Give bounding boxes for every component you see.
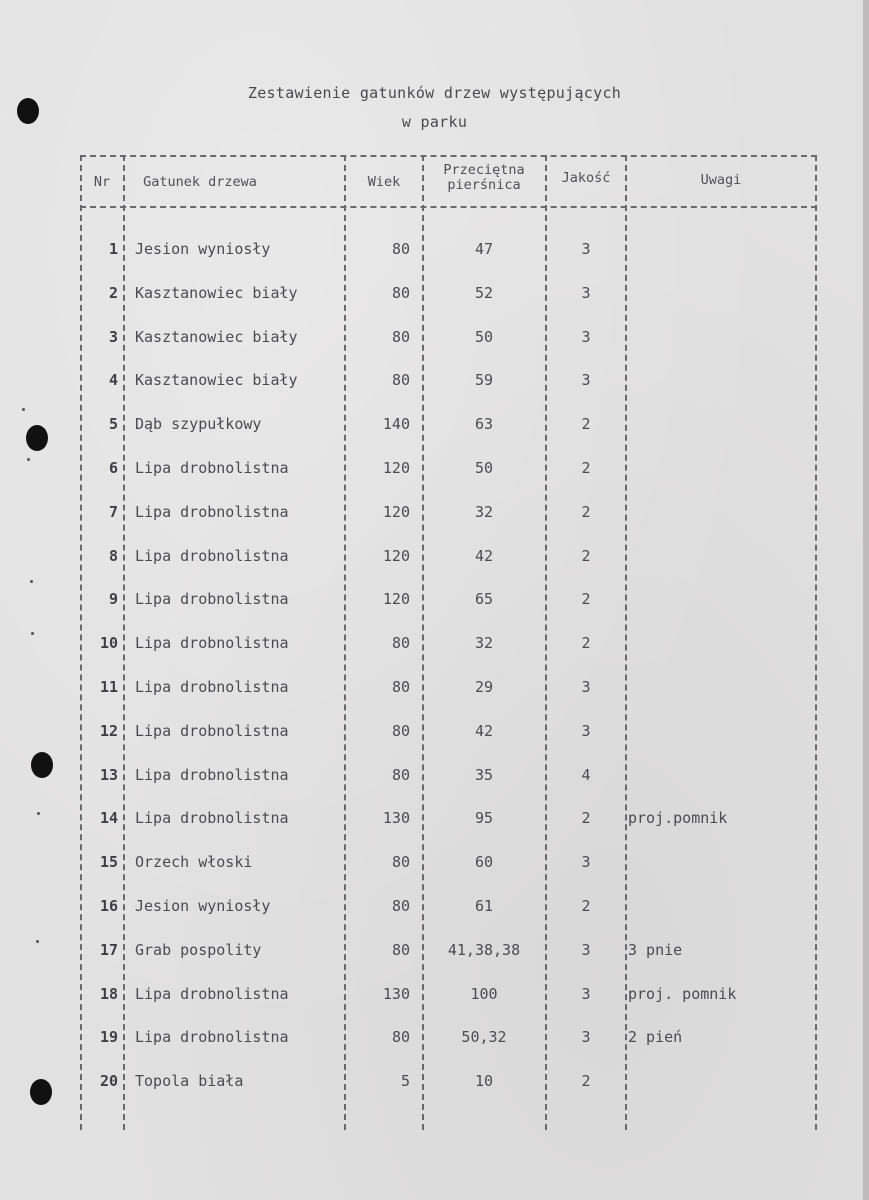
cell-age: 80: [391, 240, 410, 258]
col-rule: [815, 155, 817, 1130]
cell-species: Lipa drobnolistna: [135, 809, 289, 828]
header-circumference-line2: pierśnica: [447, 177, 521, 193]
ink-dot: [27, 458, 30, 461]
cell-nr: 7: [108, 502, 118, 521]
punch-hole: [26, 425, 48, 451]
cell-circumference: 50,32: [461, 1028, 507, 1047]
cell-quality: 2: [581, 897, 591, 915]
table-top-rule: [80, 155, 817, 157]
cell-species: Kasztanowiec biały: [135, 371, 298, 390]
cell-age: 80: [391, 765, 410, 784]
cell-quality: 2: [581, 459, 591, 477]
cell-quality: 3: [581, 283, 591, 302]
cell-species: Orzech włoski: [135, 853, 253, 872]
cell-species: Lipa drobnolistna: [135, 590, 289, 609]
cell-species: Topola biała: [135, 1072, 244, 1091]
cell-nr: 15: [99, 853, 118, 872]
cell-circumference: 52: [474, 283, 494, 302]
cell-age: 140: [382, 415, 410, 434]
cell-species: Lipa drobnolistna: [135, 721, 289, 740]
cell-species: Lipa drobnolistna: [135, 502, 289, 521]
cell-age: 5: [400, 1072, 410, 1091]
cell-age: 80: [391, 1028, 410, 1047]
header-bottom-rule: [80, 206, 817, 208]
cell-species: Lipa drobnolistna: [135, 634, 289, 653]
cell-quality: 3: [581, 721, 591, 740]
col-rule: [123, 155, 125, 1130]
cell-species: Lipa drobnolistna: [135, 546, 289, 565]
cell-age: 120: [382, 590, 410, 609]
cell-circumference: 61: [474, 897, 494, 915]
cell-notes: proj.pomnik: [628, 809, 728, 828]
cell-circumference: 63: [474, 415, 494, 434]
cell-circumference: 32: [474, 634, 494, 653]
document-title: Zestawienie gatunków drzew występujących: [247, 84, 622, 102]
header-age: Wiek: [367, 174, 401, 190]
header-quality: Jakość: [561, 170, 611, 186]
cell-circumference: 60: [474, 853, 494, 872]
ink-dot: [30, 580, 33, 583]
ink-dot: [37, 812, 40, 815]
col-rule: [625, 155, 627, 1130]
cell-quality: 3: [581, 678, 591, 696]
cell-nr: 1: [108, 240, 118, 258]
cell-age: 120: [382, 502, 410, 521]
cell-age: 80: [391, 327, 410, 346]
cell-age: 80: [391, 678, 410, 696]
cell-notes: 2 pień: [628, 1028, 683, 1047]
cell-species: Lipa drobnolistna: [135, 984, 289, 1003]
cell-species: Dąb szypułkowy: [135, 415, 262, 434]
cell-nr: 8: [108, 546, 118, 565]
cell-age: 120: [382, 546, 410, 565]
cell-nr: 19: [99, 1028, 118, 1047]
cell-quality: 2: [581, 415, 591, 434]
cell-quality: 4: [581, 765, 591, 784]
cell-age: 80: [391, 940, 410, 959]
cell-circumference: 10: [474, 1072, 494, 1091]
cell-quality: 3: [581, 371, 591, 390]
cell-quality: 2: [581, 546, 591, 565]
cell-circumference: 41,38,38: [447, 940, 521, 959]
cell-quality: 3: [581, 240, 591, 258]
cell-quality: 2: [581, 502, 591, 521]
species-table: [80, 155, 817, 1130]
cell-nr: 12: [99, 721, 118, 740]
cell-species: Kasztanowiec biały: [135, 283, 298, 302]
cell-age: 130: [382, 809, 410, 828]
document-subtitle: w parku: [401, 113, 468, 131]
header-circumference: [424, 163, 544, 193]
cell-nr: 11: [99, 678, 118, 696]
cell-age: 80: [391, 897, 410, 915]
cell-quality: 3: [581, 1028, 591, 1047]
cell-species: Grab pospolity: [135, 940, 262, 959]
cell-age: 80: [391, 721, 410, 740]
cell-nr: 5: [108, 415, 118, 434]
punch-hole: [31, 752, 53, 778]
cell-species: Lipa drobnolistna: [135, 765, 289, 784]
page-edge: [863, 0, 869, 1200]
ink-dot: [22, 408, 25, 411]
cell-species: Lipa drobnolistna: [135, 459, 289, 477]
cell-quality: 3: [581, 984, 591, 1003]
ink-dot: [36, 940, 39, 943]
cell-species: Jesion wyniosły: [135, 897, 271, 915]
punch-hole: [30, 1079, 52, 1105]
cell-age: 130: [382, 984, 410, 1003]
cell-circumference: 42: [474, 721, 494, 740]
header-species: Gatunek drzewa: [143, 174, 257, 190]
cell-circumference: 35: [474, 765, 494, 784]
cell-age: 80: [391, 283, 410, 302]
cell-nr: 17: [99, 940, 118, 959]
cell-nr: 20: [99, 1072, 118, 1091]
cell-nr: 16: [99, 897, 118, 915]
cell-nr: 18: [99, 984, 118, 1003]
cell-circumference: 50: [474, 327, 494, 346]
cell-age: 120: [382, 459, 410, 477]
cell-notes: 3 pnie: [628, 940, 683, 959]
cell-species: Kasztanowiec biały: [135, 327, 298, 346]
cell-nr: 14: [99, 809, 118, 828]
cell-circumference: 50: [474, 459, 494, 477]
cell-nr: 2: [108, 283, 118, 302]
cell-nr: 3: [108, 327, 118, 346]
cell-age: 80: [391, 371, 410, 390]
cell-quality: 2: [581, 590, 591, 609]
cell-species: Lipa drobnolistna: [135, 678, 289, 696]
cell-quality: 2: [581, 1072, 591, 1091]
cell-age: 80: [391, 853, 410, 872]
cell-circumference: 32: [474, 502, 494, 521]
cell-quality: 3: [581, 327, 591, 346]
cell-nr: 13: [99, 765, 118, 784]
cell-nr: 10: [99, 634, 118, 653]
cell-notes: proj. pomnik: [628, 984, 737, 1003]
cell-species: Lipa drobnolistna: [135, 1028, 289, 1047]
cell-quality: 2: [581, 634, 591, 653]
cell-circumference: 65: [474, 590, 494, 609]
cell-circumference: 29: [474, 678, 494, 696]
header-nr: Nr: [93, 174, 111, 190]
cell-nr: 4: [108, 371, 118, 390]
cell-circumference: 95: [474, 809, 494, 828]
cell-circumference: 42: [474, 546, 494, 565]
cell-quality: 3: [581, 853, 591, 872]
cell-nr: 9: [108, 590, 118, 609]
cell-quality: 2: [581, 809, 591, 828]
header-notes: Uwagi: [700, 172, 742, 188]
cell-circumference: 59: [474, 371, 494, 390]
cell-quality: 3: [581, 940, 591, 959]
cell-species: Jesion wyniosły: [135, 240, 271, 258]
cell-circumference: 100: [470, 984, 498, 1003]
cell-nr: 6: [108, 459, 118, 477]
ink-dot: [31, 632, 34, 635]
cell-age: 80: [391, 634, 410, 653]
header-circumference-line1: Przeciętna: [443, 162, 525, 178]
cell-circumference: 47: [474, 240, 494, 258]
